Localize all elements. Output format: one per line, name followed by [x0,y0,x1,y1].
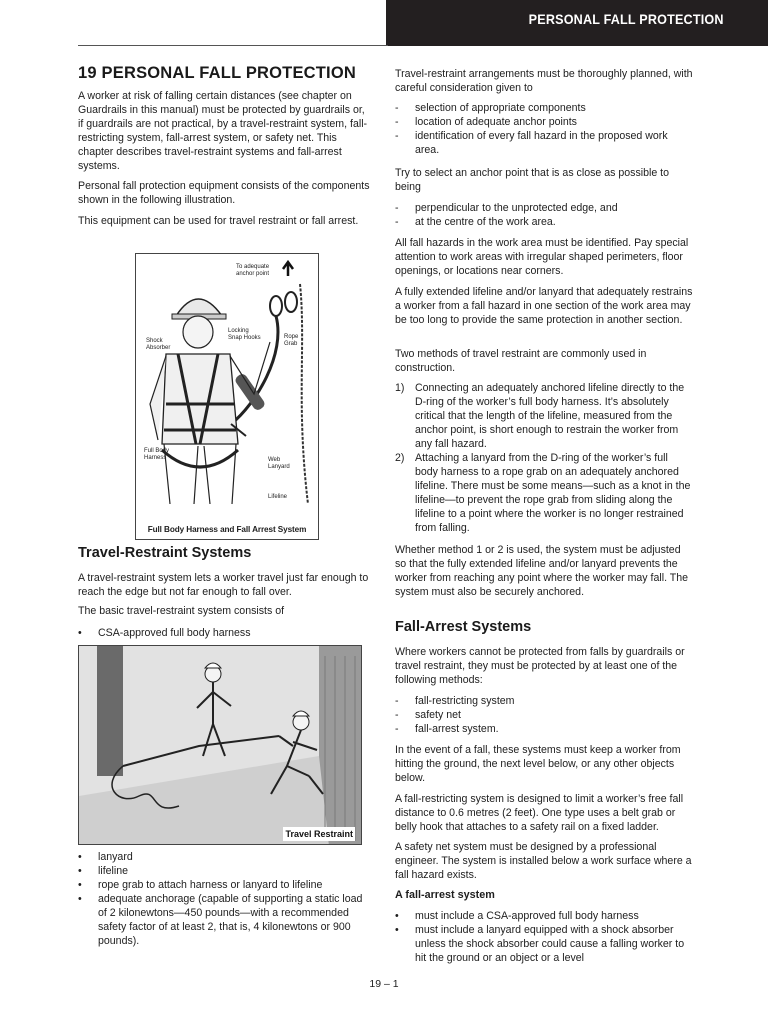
list-item: - perpendicular to the unprotected edge, and [395,202,618,214]
list-item: - selection of appropriate components [395,102,586,114]
label-anchor: To adequate anchor point [236,264,270,277]
list-item: 1) Connecting an adequately anchored lifeline directly to the D-ring of the worker’s full body harness. It’s absolutely critical that the length of the lifeline, measured from the anchor point, is short enough to restrain the worker from any fall hazard. [395,382,685,450]
methods-list [395,381,693,535]
two-methods-paragraph: Two methods of travel restraint are commonly used in construction. [395,348,647,374]
list-item: • rope grab to attach harness or lanyard to lifeline [78,879,323,891]
fall-arrest-subheading: A fall-arrest system [395,889,495,901]
list-item: - identification of every fall hazard in the proposed work area. [395,130,668,156]
adjustment-paragraph: Whether method 1 or 2 is used, the system must be adjusted so that the fully extended lifeline and/or lanyard prevents the worker from reaching any point where the worker may fall. The system must also be securely anchored. [395,544,689,598]
system-list-a [78,626,370,640]
label-lifeline: Lifeline [268,494,288,500]
page-number: 19 – 1 [369,978,399,990]
list-item: - fall-restricting system [395,695,515,707]
travel-restraint-paragraph: A travel-restraint system lets a worker travel just far enough to reach the edge but not far enough to fall over. [78,572,369,598]
list-item: • lifeline [78,865,129,877]
hazards-paragraph: All fall hazards in the work area must be identified. Pay special attention to work areas with irregular shaped perimeters, floor openings, or locations near corners. [395,237,689,277]
header-bar [386,0,768,46]
chapter-title: 19 PERSONAL FALL PROTECTION [78,64,356,82]
list-item: 2) Attaching a lanyard from the D-ring of the worker’s full body harness to a rope grab on an adequately anchored lifeline. There must be some means—such as a knot in the lifeline—to prevent the rope grab from sliding along the lifeline to a point where the worker is no longer restrained from falling. [395,452,691,534]
list-item: - safety net [395,709,461,721]
label-snap-hooks: Locking Snap Hooks [228,328,261,341]
planning-paragraph: Travel-restraint arrangements must be thoroughly planned, with careful consideration given to [395,68,693,94]
list-item: - at the centre of the work area. [395,216,556,228]
running-header-title: PERSONAL FALL PROTECTION [529,11,724,27]
harness-illustration [135,253,319,540]
extended-lifeline-paragraph: A fully extended lifeline and/or lanyard that adequately restrains a worker from a fall hazard in one section of the work area may be too long to provide the same protection in another section. [395,286,693,326]
system-list-b [78,850,370,948]
label-web-lanyard: Web Lanyard [268,457,290,470]
fall-arrest-requirements-list [395,909,693,965]
label-rope-grab: Rope Grab [284,334,299,347]
anchor-point-list [395,201,693,229]
header-rule [78,45,388,46]
usage-paragraph: This equipment can be used for travel restraint or fall arrest. [78,215,359,227]
equipment-paragraph: Personal fall protection equipment consists of the components shown in the following illustration. [78,180,370,206]
list-item: • must include a lanyard equipped with a shock absorber unless the shock absorber could cause a falling worker to hit the ground or an object or a level [395,924,685,964]
fall-methods-list [395,694,693,736]
fall-arrest-intro-paragraph: Where workers cannot be protected from falls by guardrails or travel restraint, they must be protected by at least one of the following methods: [395,646,685,686]
harness-drawing [136,254,319,524]
travel-restraint-drawing [79,646,362,845]
fall-restricting-paragraph: A fall-restricting system is designed to limit a worker’s free fall distance to 0.6 metres (2 feet). One type uses a belt grab or belly hook that attaches to a safety rail on a fixed ladder. [395,793,684,833]
figure1-caption: Full Body Harness and Fall Arrest System [147,525,307,534]
list-item: - fall-arrest system. [395,723,499,735]
list-item: • adequate anchorage (capable of supporting a static load of 2 kilonewtons—450 pounds—with a recommended safety factor of at least 2, that is, 4 kilonewtons or 900 pounds). [78,893,363,947]
list-item: • must include a CSA-approved full body harness [395,910,639,922]
list-item: • lanyard [78,851,133,863]
label-full-body-harness: Full Body Harness [144,448,170,461]
intro-paragraph: A worker at risk of falling certain distances (see chapter on Guardrails in this manual) must be protected by guardrails or, if guardrails are not practical, by a travel-restraint system, fall-restricting system, fall-arrest system, or safety net. This chapter describes travel-restraint systems and fall-arrest systems. [78,90,368,172]
basic-system-paragraph: The basic travel-restraint system consists of [78,605,285,617]
travel-restraint-illustration [78,645,362,845]
anchor-point-paragraph: Try to select an anchor point that is as close as possible to being [395,167,670,193]
safety-net-paragraph: A safety net system must be designed by a professional engineer. The system is installed below a work surface where a fall hazard exists. [395,841,692,881]
list-item: • CSA-approved full body harness [78,627,251,639]
consideration-list [395,101,693,157]
event-of-fall-paragraph: In the event of a fall, these systems must keep a worker from hitting the ground, the next level below, or any other objects below. [395,744,681,784]
label-shock-absorber: Shock Absorber [146,338,171,351]
list-item: - location of adequate anchor points [395,116,577,128]
travel-restraint-heading: Travel-Restraint Systems [78,545,252,561]
fall-arrest-heading: Fall-Arrest Systems [395,619,532,635]
figure2-caption: Travel Restraint [285,829,353,839]
